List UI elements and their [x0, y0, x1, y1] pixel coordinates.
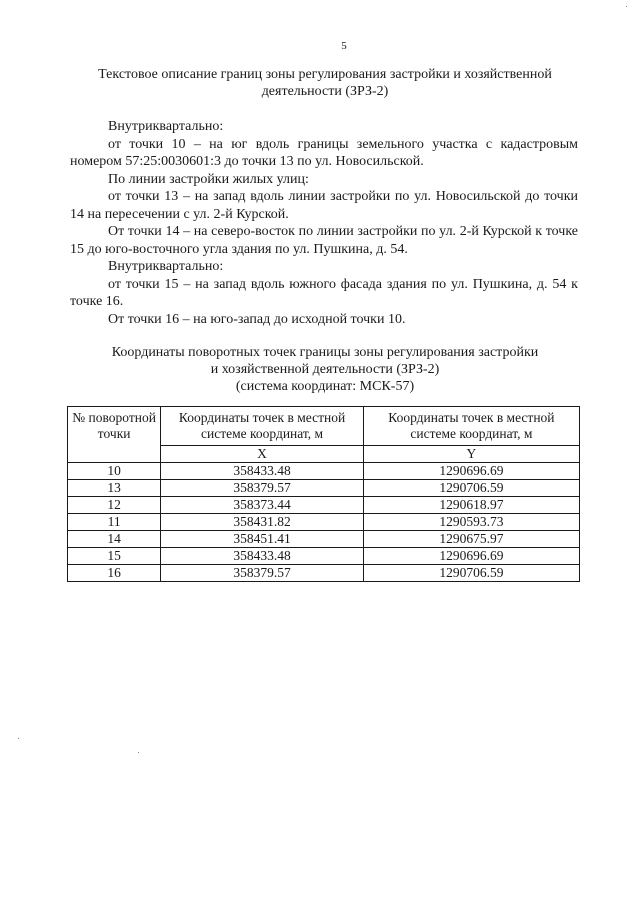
- axis-x-label: X: [161, 446, 364, 463]
- table-row: [68, 480, 580, 497]
- header-y-coordinates: Координаты точек в местной системе координат, м: [363, 407, 579, 446]
- table-row: [68, 565, 580, 582]
- table-title-line: (система координат: МСК-57): [235, 379, 415, 394]
- cell-x: 358431.82: [161, 514, 364, 531]
- cell-y: 1290696.69: [363, 463, 579, 480]
- cell-x: 358379.57: [161, 565, 364, 582]
- table-title: [70, 344, 580, 395]
- paragraph: от точки 10 – на юг вдоль границы земельного участка с кадастровым номером 57:25:0030601:3 до точки 13 по ул. Новосильской.: [70, 136, 578, 169]
- table-row: [68, 514, 580, 531]
- cell-point: 14: [68, 531, 161, 548]
- header-x-coordinates: Координаты точек в местной системе координат, м: [161, 407, 364, 446]
- cell-point: 11: [68, 514, 161, 531]
- table-row: [68, 548, 580, 565]
- cell-point: 10: [68, 463, 161, 480]
- coordinates-table: [67, 406, 580, 582]
- cell-point: 15: [68, 548, 161, 565]
- page-number: 5: [341, 40, 347, 52]
- cell-point: 13: [68, 480, 161, 497]
- cell-y: 1290593.73: [363, 514, 579, 531]
- table-row: [68, 497, 580, 514]
- table-title-line: Координаты поворотных точек границы зоны регулирования застройки: [111, 345, 539, 360]
- section-title: Текстовое описание границ зоны регулирования застройки и хозяйственной деятельности (ЗРЗ-2): [98, 67, 552, 99]
- cell-point: 12: [68, 497, 161, 514]
- paragraph: По линии застройки жилых улиц:: [108, 171, 309, 187]
- paragraph: Внутриквартально:: [108, 259, 224, 274]
- table-title-line: и хозяйственной деятельности (ЗРЗ-2): [210, 362, 440, 377]
- header-point-number: № поворотной точки: [68, 407, 161, 463]
- cell-y: 1290706.59: [363, 480, 579, 497]
- paragraph: от точки 15 – на запад вдоль южного фасада здания по ул. Пушкина, д. 54 к точке 16.: [70, 276, 578, 309]
- cell-x: 358379.57: [161, 480, 364, 497]
- table-row: [68, 531, 580, 548]
- boundary-description: [70, 118, 578, 328]
- cell-x: 358451.41: [161, 531, 364, 548]
- paragraph: от точки 13 – на запад вдоль линии застройки по ул. Новосильской до точки 14 на пересечении с ул. 2-й Курской.: [70, 189, 578, 222]
- cell-y: 1290675.97: [363, 531, 579, 548]
- scan-speck: [626, 6, 627, 7]
- cell-x: 358373.44: [161, 497, 364, 514]
- cell-y: 1290618.97: [363, 497, 579, 514]
- cell-x: 358433.48: [161, 548, 364, 565]
- scan-speck: [18, 738, 19, 739]
- axis-y-label: Y: [363, 446, 579, 463]
- paragraph: От точки 14 – на северо-восток по линии застройки по ул. 2-й Курской к точке 15 до юго-восточного угла здания по ул. Пушкина, д. 54.: [70, 224, 578, 257]
- paragraph: От точки 16 – на юго-запад до исходной точки 10.: [108, 311, 406, 327]
- cell-y: 1290696.69: [363, 548, 579, 565]
- table-row: [68, 463, 580, 480]
- paragraph: Внутриквартально:: [108, 119, 224, 134]
- scan-speck: [138, 752, 139, 753]
- cell-x: 358433.48: [161, 463, 364, 480]
- cell-y: 1290706.59: [363, 565, 579, 582]
- cell-point: 16: [68, 565, 161, 582]
